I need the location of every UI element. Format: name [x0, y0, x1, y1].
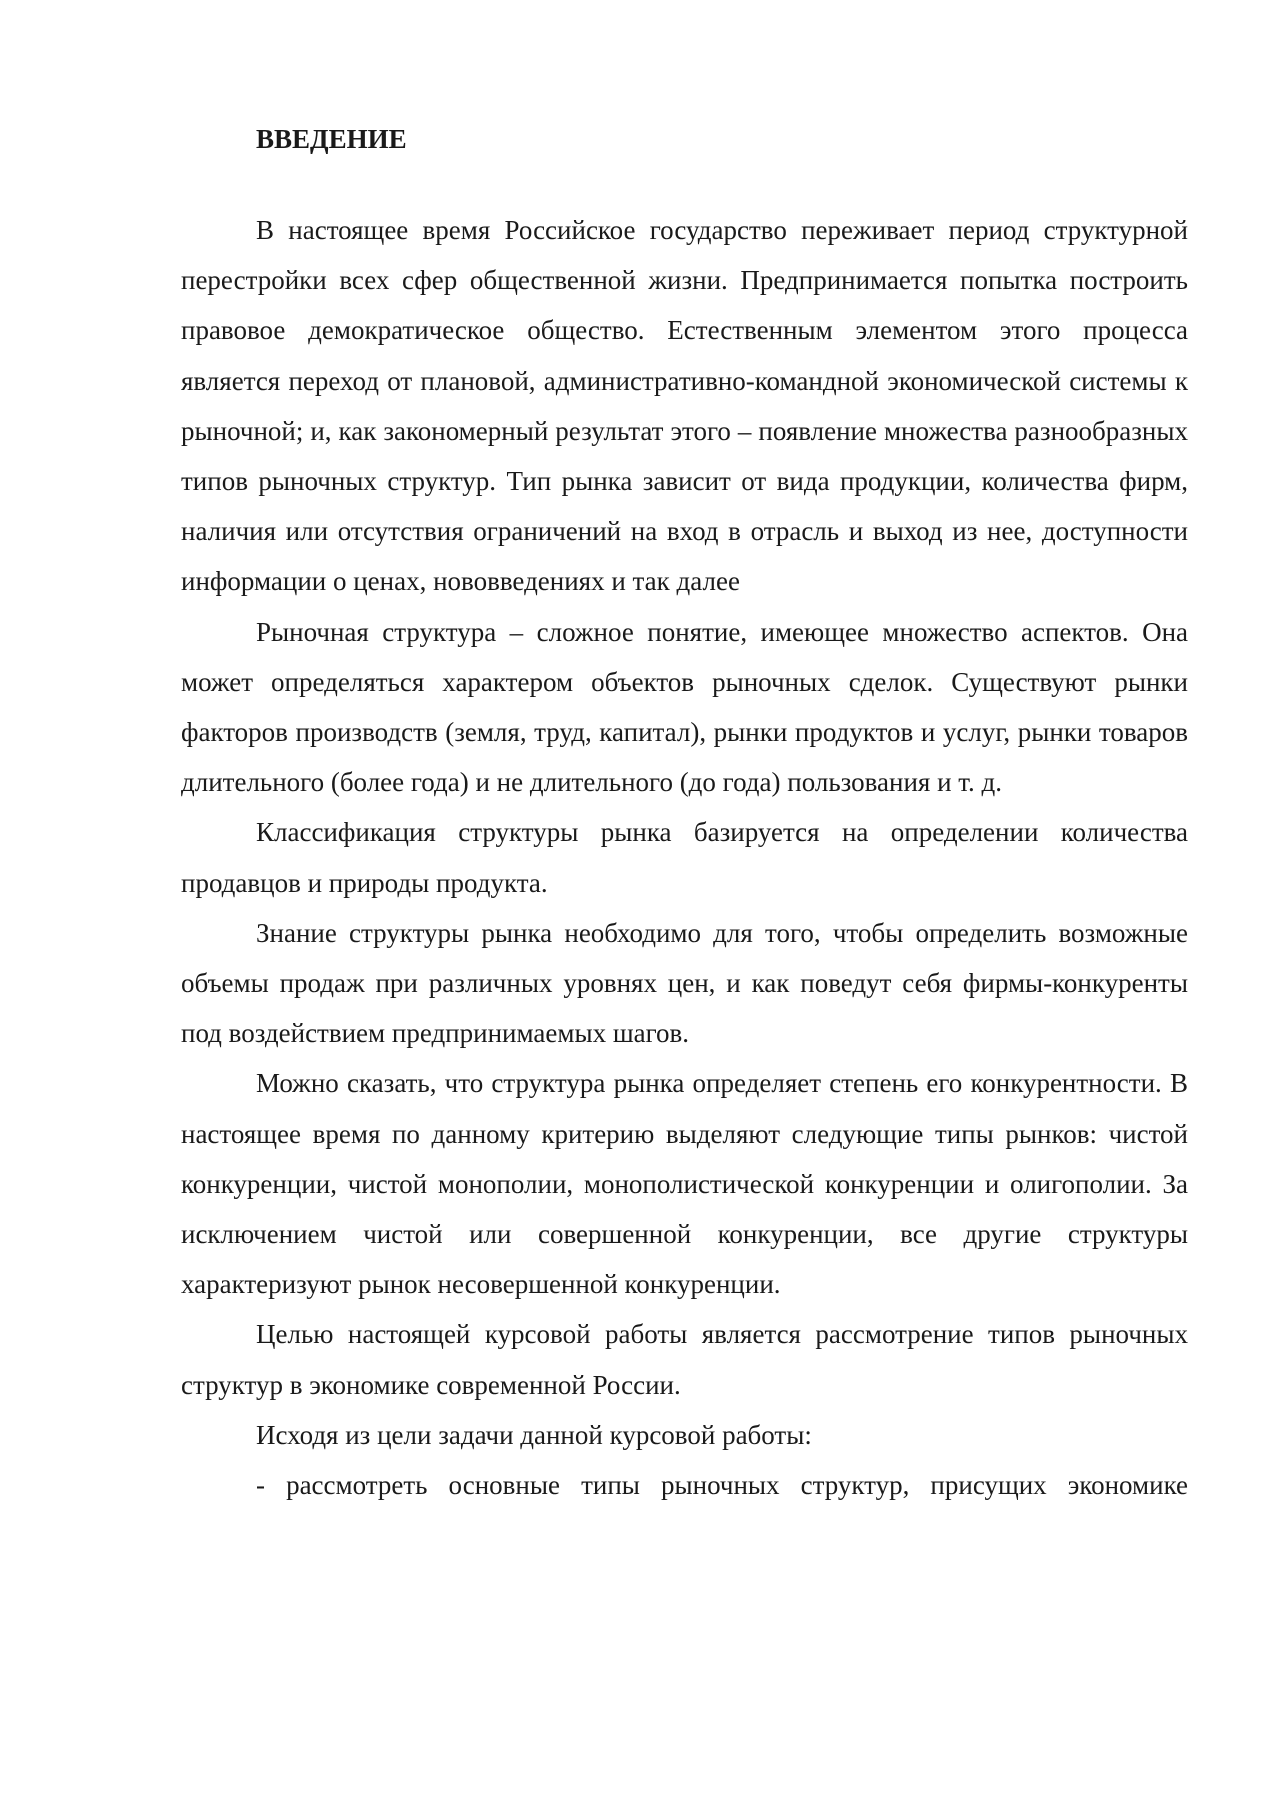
document-body	[181, 119, 1188, 1510]
paragraph-knowledge: Знание структуры рынка необходимо для того, чтобы определить возможные объемы продаж при различных уровнях цен, и как поведут себя фирмы-конкуренты под воздействием предпринимаемых шагов.	[181, 917, 1188, 1049]
paragraph-market-structure: Рыночная структура – сложное понятие, имеющее множество аспектов. Она может определяться характером объектов рыночных сделок. Существуют рынки факторов производств (земля, труд, капитал), рынки продуктов и услуг, рынки товаров длительного (более года) и не длительного (до года) пользования и т. д.	[181, 616, 1188, 798]
paragraph-goal: Целью настоящей курсовой работы является рассмотрение типов рыночных структур в экономике современной России.	[181, 1319, 1188, 1400]
paragraph-tasks-intro: Исходя из цели задачи данной курсовой работы:	[256, 1419, 812, 1450]
paragraph-intro: В настоящее время Российское государство переживает период структурной перестройки всех сфер общественной жизни. Предпринимается попытка построить правовое демократическое общество. Естественным элементом этого процесса является переход от плановой, административно-командной экономической системы к рыночной; и, как закономерный результат этого – появление множества разнообразных типов рыночных структур. Тип рынка зависит от вида продукции, количества фирм, наличия или отсутствия ограничений на вход в отрасль и выход из нее, доступности информации о ценах, нововведениях и так далее	[181, 215, 1188, 597]
list-item-task: - рассмотреть основные типы рыночных структур, присущих экономике	[256, 1470, 1188, 1501]
section-heading: ВВЕДЕНИЕ	[256, 124, 407, 154]
paragraph-competition-types: Можно сказать, что структура рынка определяет степень его конкурентности. В настоящее время по данному критерию выделяют следующие типы рынков: чистой конкуренции, чистой монополии, монополистической конкуренции и олигополии. За исключением чистой или совершенной конкуренции, все другие структуры характеризуют рынок несовершенной конкуренции.	[181, 1068, 1188, 1300]
paragraph-classification: Классификация структуры рынка базируется на определении количества продавцов и природы продукта.	[181, 817, 1188, 898]
